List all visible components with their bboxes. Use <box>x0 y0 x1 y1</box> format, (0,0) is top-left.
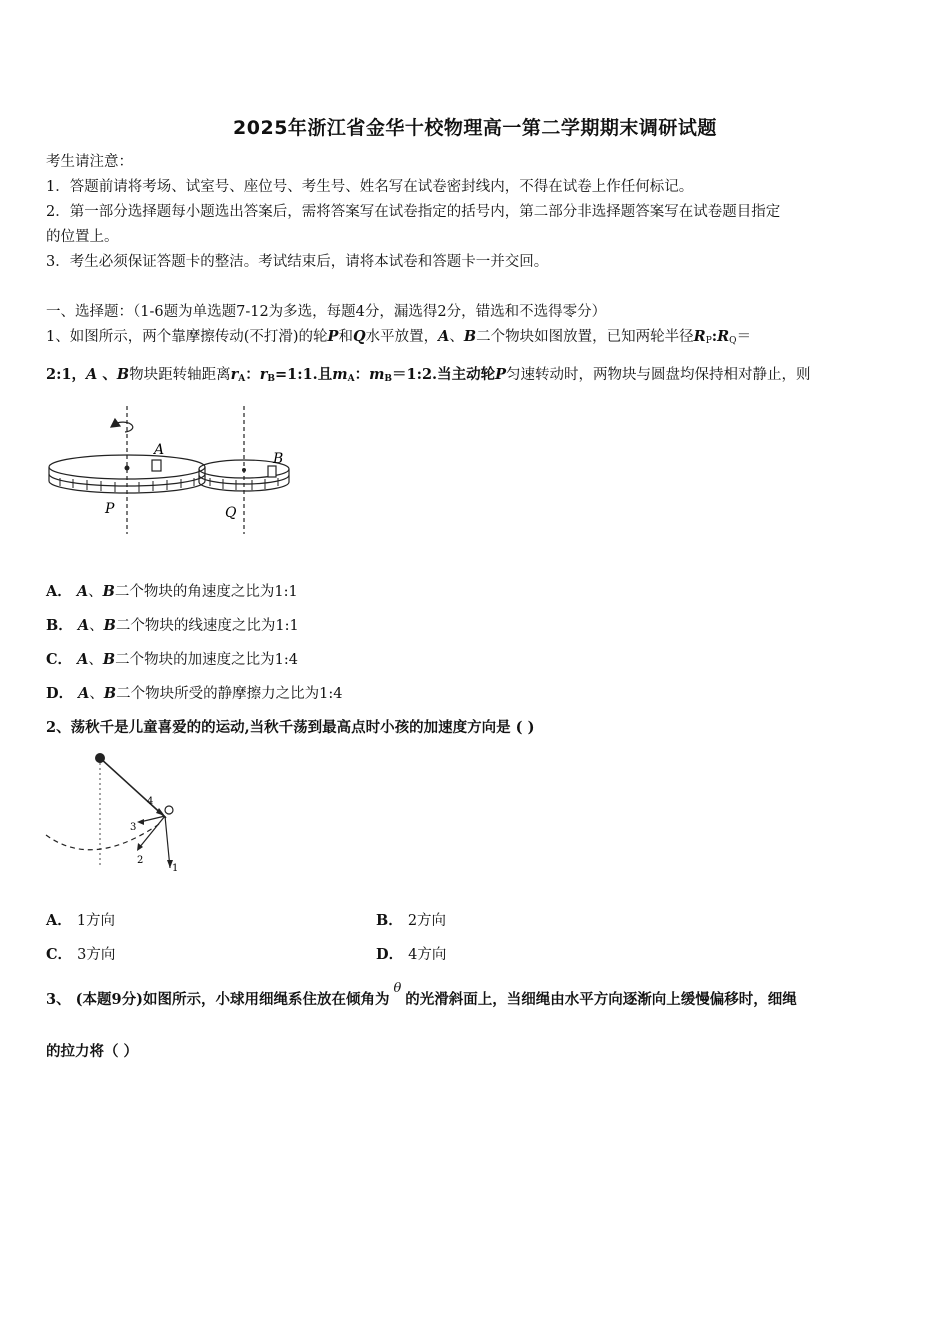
q1-figure-label-q: Q <box>225 505 237 521</box>
q1-option-d: D． A、B二个物块所受的静摩擦力之比为1:4 <box>46 685 343 702</box>
theta-symbol: θ <box>393 981 402 996</box>
section-heading: 一、选择题：（1-6题为单选题7-12为多选，每题4分，漏选得2分，错选和不选得零分） <box>46 304 607 320</box>
q2-label-1: 1 <box>172 863 179 874</box>
q2-label-4: 4 <box>147 796 154 807</box>
q1-option-b: B． A、B二个物块的线速度之比为1:1 <box>46 617 299 634</box>
notice-item: 2．第一部分选择题每小题选出答案后，需将答案写在试卷指定的括号内，第二部分非选择题答案写在试卷题目指定 <box>46 204 781 220</box>
notice-heading: 考生请注意： <box>46 154 133 170</box>
page-title: 2025年浙江省金华十校物理高一第二学期期末调研试题 <box>233 117 717 139</box>
q2-option-a: A． 1方向 <box>46 912 116 929</box>
q2-option-b: B． 2方向 <box>376 912 447 929</box>
q1-figure-label-a: A <box>154 442 165 458</box>
q2-option-c: C． 3方向 <box>46 946 116 963</box>
q1-line2: 2:1，A 、B物块距转轴距离$r_A$：$r_B=1:1$.且$m_A$：$m_B=1:2$.当主动轮P匀速转动时，两物块与圆盘均保持相对静止，则 <box>46 366 811 384</box>
q1-wheels-figure <box>45 402 300 537</box>
notice-item: 3．考生必须保证答题卡的整洁。考试结束后，请将本试卷和答题卡一并交回。 <box>46 254 549 270</box>
q1-figure-label-b: B <box>273 451 284 467</box>
q1-figure-label-p: P <box>105 501 115 517</box>
q3-line1: 3、 (本题9分)如图所示，小球用细绳系住放在倾角为θ的光滑斜面上，当细绳由水平方向逐渐向上缓慢偏移时，细绳 <box>46 981 797 1008</box>
q1-option-a: A． A、B二个物块的角速度之比为1:1 <box>46 583 298 600</box>
q2-label-2: 2 <box>137 855 144 866</box>
q1-line1: 1、如图所示，两个靠摩擦传动(不打滑)的轮P和Q水平放置，A、B二个物块如图放置，已知两轮半径$R_P:R_Q=$ <box>46 328 752 346</box>
q1-option-c: C． A、B二个物块的加速度之比为1:4 <box>46 651 298 668</box>
q2-option-d: D． 4方向 <box>376 946 447 963</box>
q2-stem: 2、荡秋千是儿童喜爱的的运动,当秋千荡到最高点时小孩的加速度方向是 ( ) <box>46 719 535 736</box>
notice-item: 1．答题前请将考场、试室号、座位号、考生号、姓名写在试卷密封线内，不得在试卷上作任何标记。 <box>46 179 694 195</box>
notice-item: 的位置上。 <box>46 229 119 245</box>
q2-swing-figure <box>44 750 194 875</box>
q3-line2: 的拉力将（ ） <box>46 1043 139 1060</box>
q2-label-3: 3 <box>130 822 137 833</box>
